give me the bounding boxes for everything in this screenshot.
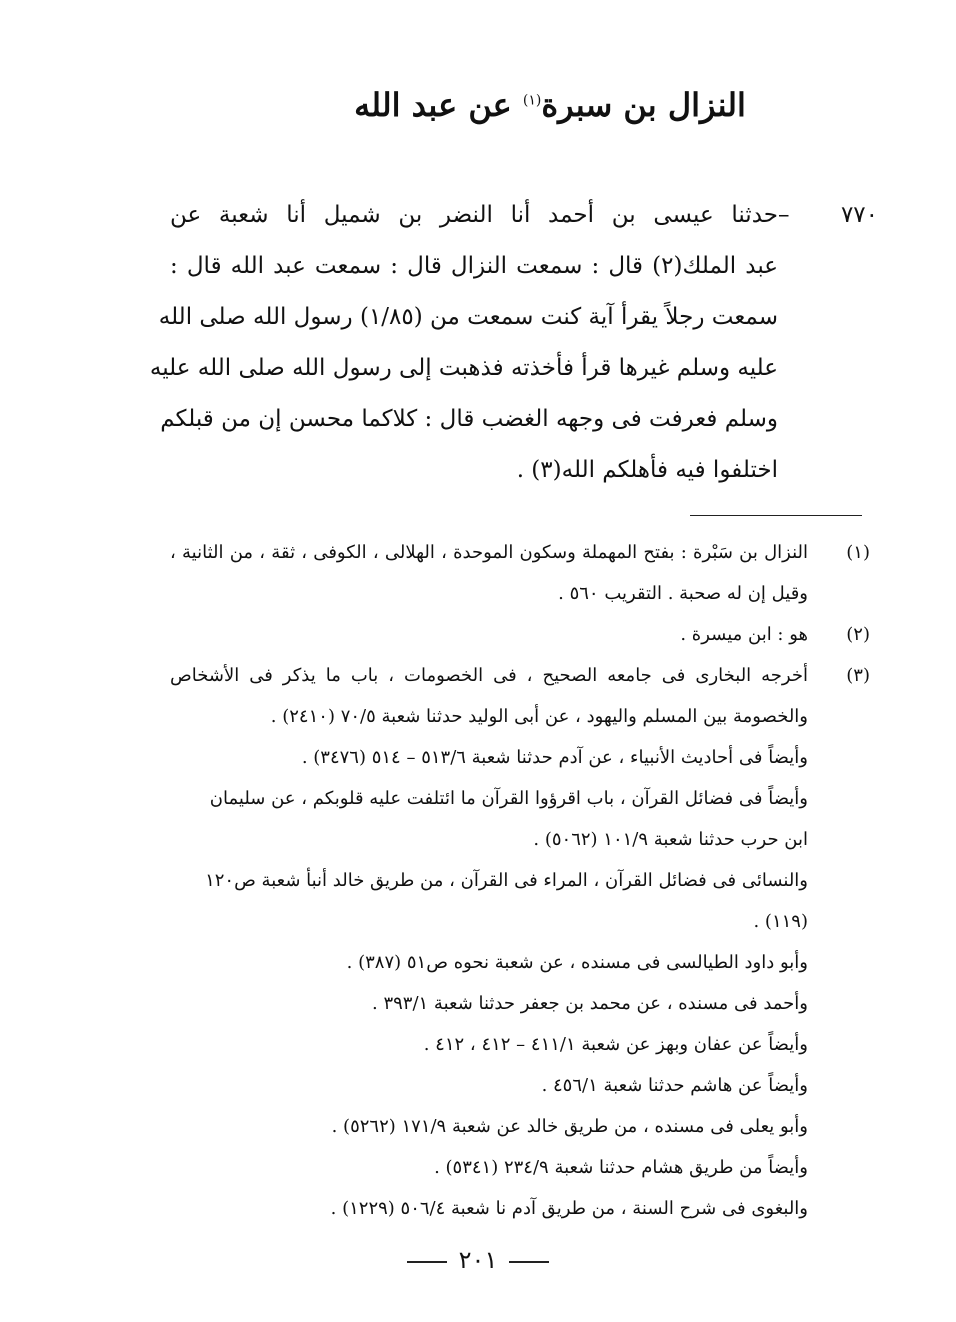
footnote-line: [170, 614, 870, 655]
chapter-title: [200, 86, 900, 124]
hadith-number: ٧٧٠ –: [778, 202, 878, 228]
page-number: [0, 1246, 956, 1274]
footnote-line: والنسائى فى فضائل القرآن ، المراء فى القرآن ، من طريق خالد أنبأ شعبة ص١٢٠: [205, 870, 808, 891]
footnote-marker: (٢): [846, 624, 870, 645]
footnote-line: وأيضاً فى فضائل القرآن ، باب اقرؤوا القرآن ما ائتلفت عليه قلوبكم ، عن سليمان: [209, 788, 808, 809]
footnote-line: وأحمد فى مسنده ، عن محمد بن جعفر حدثنا شعبة ٣٩٣/١ .: [372, 993, 808, 1014]
chapter-title-rest: عن عبد الله: [354, 86, 512, 124]
footnote-line: وأيضاً عن هاشم حدثنا شعبة ٤٥٦/١ .: [541, 1075, 808, 1096]
footnote-line: وأيضاً من طريق هشام حدثنا شعبة ٢٣٤/٩ (٥٣٤١) .: [434, 1157, 808, 1178]
hadith-line: عليه وسلم غيرها قرأ فأخذته فذهبت إلى رسول الله صلى الله عليه: [149, 355, 778, 381]
footnote-line: وأيضاً فى أحاديث الأنبياء ، عن آدم حدثنا شعبة ٥١٣/٦ – ٥١٤ (٣٤٧٦) .: [301, 747, 808, 768]
footnote-marker: (١): [846, 542, 870, 563]
hadith-line: سمعت رجلاً يقرأ آية كنت سمعت من (١/٨٥) رسول الله صلى الله: [158, 304, 778, 330]
footnote-line: [170, 655, 870, 696]
footnotes: [170, 532, 870, 1229]
footnote-separator: [690, 515, 862, 516]
hadith-line: اختلفوا فيه فأهلكم الله(٣) .: [516, 457, 778, 483]
footnote-line: (١١٩) .: [753, 911, 808, 932]
footnote-line: [170, 532, 870, 573]
page-number-dash: [509, 1261, 549, 1263]
chapter-title-main: النزال بن سبرة: [541, 86, 746, 124]
page-number-dash: [407, 1261, 447, 1263]
footnote-line: ابن حرب حدثنا شعبة ١٠١/٩ (٥٠٦٢) .: [533, 829, 808, 850]
page-number-value: ٢٠١: [458, 1246, 498, 1274]
hadith-line: وسلم فعرفت فى وجهه الغضب قال : كلاكما محسن إن من قبلكم: [160, 406, 778, 432]
footnote-line: وأبو يعلى فى مسنده ، من طريق خالد عن شعبة ١٧١/٩ (٥٢٦٢) .: [331, 1116, 808, 1137]
footnote-line: وأيضاً عن عفان وبهز عن شعبة ٤١١/١ – ٤١٢ ، ٤١٢ .: [423, 1034, 808, 1055]
footnote-line: وقيل إن له صحبة . التقريب ٥٦٠ .: [558, 583, 808, 604]
footnote-line: والبغوى فى شرح السنة ، من طريق آدم نا شعبة ٥٠٦/٤ (١٢٢٩) .: [330, 1198, 808, 1219]
hadith-line-text: حدثنا عيسى بن أحمد أنا النضر بن شميل أنا شعبة عن: [170, 202, 778, 228]
footnote-text: أخرجه البخارى فى جامعه الصحيح ، فى الخصومات ، باب ما يذكر فى الأشخاص: [170, 665, 808, 686]
footnote-text: النزال بن سَبْرة : بفتح المهملة وسكون الموحدة ، الهلالى ، الكوفى ، ثقة ، من الثانية ،: [170, 542, 808, 563]
hadith-text: [149, 190, 878, 496]
footnote-line: وأبو داود الطيالسى فى مسنده ، عن شعبة نحوه ص٥١ (٣٨٧) .: [346, 952, 808, 973]
title-footnote-ref: (١): [522, 92, 542, 109]
hadith-line: عبد الملك(٢) قال : سمعت النزال قال : سمعت عبد الله قال :: [170, 253, 778, 279]
footnote-marker: (٣): [846, 665, 870, 686]
footnote-text: هو : ابن ميسرة .: [680, 624, 808, 645]
hadith-line: [170, 190, 878, 241]
footnote-line: والخصومة بين المسلم واليهود ، عن أبى الوليد حدثنا شعبة ٧٠/٥ (٢٤١٠) .: [270, 706, 808, 727]
